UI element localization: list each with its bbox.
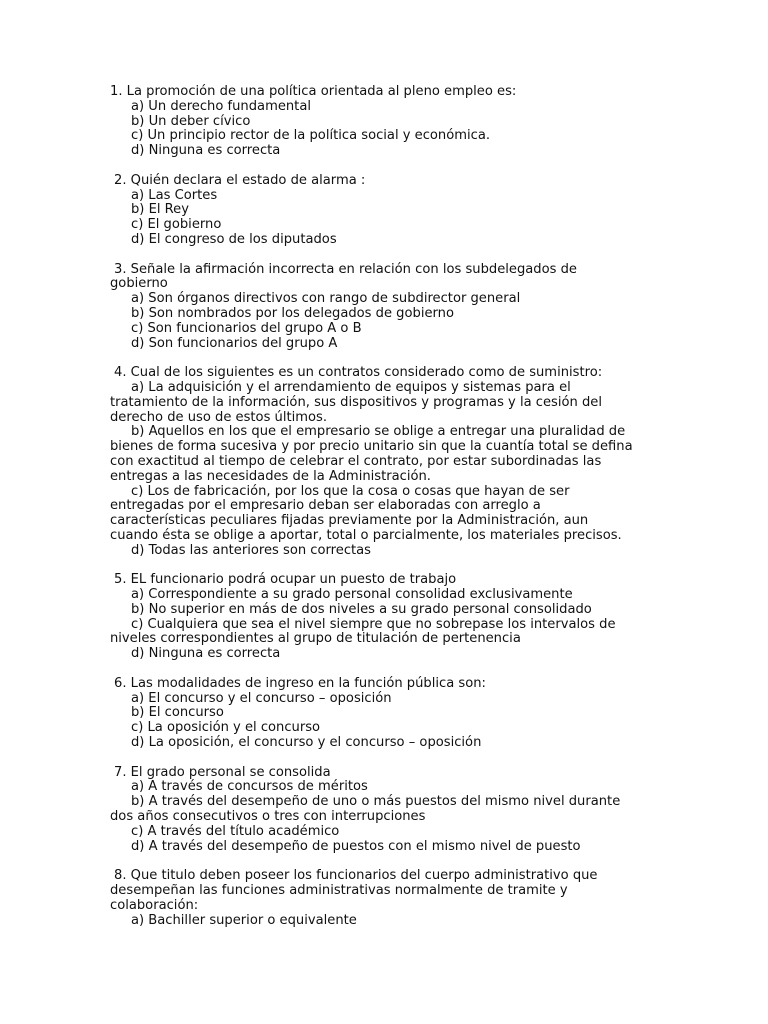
question-spacer bbox=[110, 662, 660, 677]
question-3 bbox=[110, 263, 660, 352]
question-line: a) Las Cortes bbox=[131, 187, 218, 203]
question-spacer bbox=[110, 159, 660, 174]
question-line: b) A través del desempeño de uno o más puestos del mismo nivel durante bbox=[131, 794, 621, 810]
question-line: a) Son órganos directivos con rango de subdirector general bbox=[131, 291, 521, 307]
question-spacer bbox=[110, 854, 660, 869]
question-8 bbox=[110, 869, 660, 928]
question-line: b) Un deber cívico bbox=[131, 113, 251, 129]
question-line: gobierno bbox=[110, 276, 168, 292]
question-text: 3. Señale la afirmación incorrecta en relación con los subdelegados de bbox=[114, 261, 577, 277]
question-text: 5. EL funcionario podrá ocupar un puesto de trabajo bbox=[114, 572, 457, 588]
question-line: d) La oposición, el concurso y el concurso – oposición bbox=[131, 735, 482, 751]
question-line: c) Son funcionarios del grupo A o B bbox=[131, 320, 362, 336]
question-line: d) El congreso de los diputados bbox=[131, 231, 337, 247]
question-line: entregadas por el empresario deban ser elaboradas con arreglo a bbox=[110, 498, 541, 514]
question-5 bbox=[110, 573, 660, 662]
question-line: a) El concurso y el concurso – oposición bbox=[131, 690, 392, 706]
question-spacer bbox=[110, 248, 660, 263]
question-7 bbox=[110, 766, 660, 855]
question-line: bienes de forma sucesiva y por precio unitario sin que la cuantía total se defina bbox=[110, 439, 633, 455]
question-text: 4. Cual de los siguientes es un contratos considerado como de suministro: bbox=[114, 365, 603, 381]
question-line: derecho de uso de estos últimos. bbox=[110, 409, 328, 425]
question-line: d) Todas las anteriores son correctas bbox=[131, 542, 371, 558]
question-line: a) Correspondiente a su grado personal consolidad exclusivamente bbox=[131, 587, 573, 603]
question-1 bbox=[110, 85, 660, 159]
question-line: c) La oposición y el concurso bbox=[131, 720, 321, 736]
question-line: cuando ésta se oblige a aportar, total o parcialmente, los materiales precisos. bbox=[110, 527, 622, 543]
question-6 bbox=[110, 677, 660, 751]
question-spacer bbox=[110, 351, 660, 366]
question-line: b) El Rey bbox=[131, 202, 189, 218]
question-text: 8. Que titulo deben poseer los funcionarios del cuerpo administrativo que bbox=[114, 868, 598, 884]
question-line: d) Ninguna es correcta bbox=[131, 143, 281, 159]
question-list bbox=[110, 85, 660, 928]
question-text: 1. La promoción de una política orientada al pleno empleo es: bbox=[110, 84, 517, 99]
question-line: tratamiento de la información, sus dispositivos y programas y la cesión del bbox=[110, 394, 602, 410]
question-line: d) Ninguna es correcta bbox=[131, 646, 281, 662]
question-line: c) Los de fabricación, por los que la cosa o cosas que hayan de ser bbox=[131, 483, 570, 499]
question-line: d) Son funcionarios del grupo A bbox=[131, 335, 338, 351]
question-text: 7. El grado personal se consolida bbox=[114, 764, 331, 780]
question-line: b) Aquellos en los que el empresario se oblige a entregar una pluralidad de bbox=[131, 424, 626, 440]
question-text: 6. Las modalidades de ingreso en la función pública son: bbox=[114, 675, 486, 691]
question-line: desempeñan las funciones administrativas normalmente de tramite y bbox=[110, 883, 568, 899]
question-line: c) Un principio rector de la política social y económica. bbox=[131, 128, 491, 144]
question-line: características peculiares fijadas previamente por la Administración, aun bbox=[110, 513, 589, 529]
question-spacer bbox=[110, 751, 660, 766]
question-line: niveles correspondientes al grupo de titulación de pertenencia bbox=[110, 631, 521, 647]
question-line: con exactitud al tiempo de celebrar el contrato, por estar subordinadas las bbox=[110, 453, 602, 469]
question-line: colaboración: bbox=[110, 897, 199, 913]
question-line: b) No superior en más de dos niveles a su grado personal consolidado bbox=[131, 601, 592, 617]
question-line: b) Son nombrados por los delegados de gobierno bbox=[131, 305, 454, 321]
question-text: 2. Quién declara el estado de alarma : bbox=[114, 172, 366, 188]
question-line: a) Un derecho fundamental bbox=[131, 98, 311, 114]
question-line: a) A través de concursos de méritos bbox=[131, 779, 368, 795]
question-line: a) La adquisición y el arrendamiento de equipos y sistemas para el bbox=[131, 379, 571, 395]
question-line: c) Cualquiera que sea el nivel siempre que no sobrepase los intervalos de bbox=[131, 616, 616, 632]
question-4 bbox=[110, 366, 660, 558]
question-line: c) El gobierno bbox=[131, 217, 222, 233]
question-line: c) A través del título académico bbox=[131, 823, 340, 839]
question-spacer bbox=[110, 559, 660, 574]
question-2 bbox=[110, 174, 660, 248]
question-line: a) Bachiller superior o equivalente bbox=[131, 912, 357, 928]
question-line: entregas a las necesidades de la Administración. bbox=[110, 468, 431, 484]
question-line: dos años consecutivos o tres con interrupciones bbox=[110, 809, 426, 825]
question-line: d) A través del desempeño de puestos con el mismo nivel de puesto bbox=[131, 838, 581, 854]
question-line: b) El concurso bbox=[131, 705, 224, 721]
